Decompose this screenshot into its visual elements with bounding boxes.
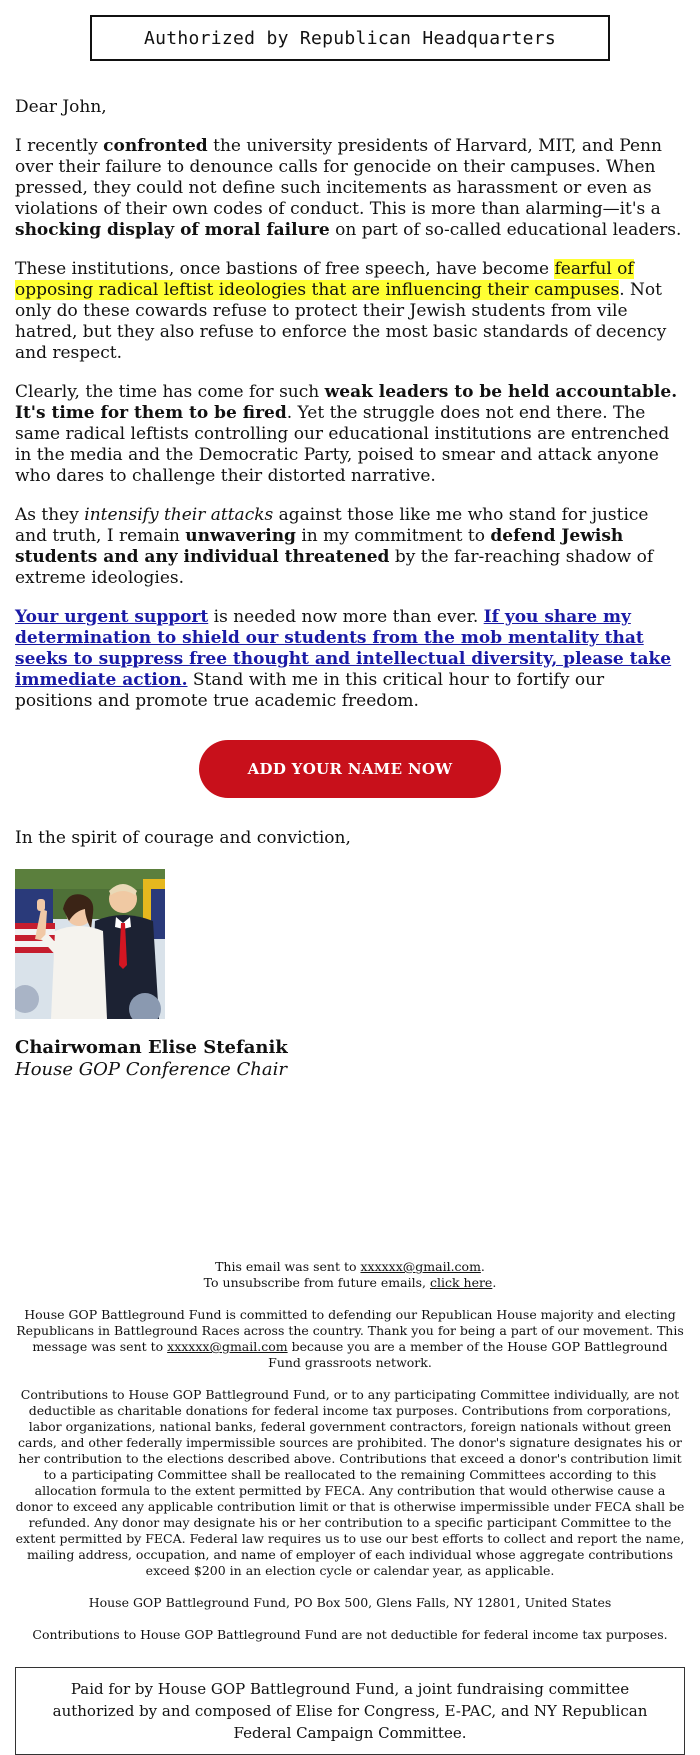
signature-title: House GOP Conference Chair <box>15 1059 287 1080</box>
tax-deductibility-notice: Contributions to House GOP Battleground Fund are not deductible for federal income tax purposes. <box>32 1627 668 1642</box>
mission-email-link[interactable]: xxxxxx@gmail.com <box>167 1339 288 1354</box>
paragraph-1: I recently confronted the university presidents of Harvard, MIT, and Penn over their failure to denounce calls for genocide on their campuses. When pressed, they could not define such incitements as harassment or even as violations of their own codes of conduct. This is more than alarming—it's a shocking display of moral failure on part of so-called educational leaders. <box>15 136 682 240</box>
signer-photo <box>15 869 165 1019</box>
salutation: Dear John, <box>15 97 107 117</box>
paragraph-5: Your urgent support is needed now more than ever. If you share my determination to shield our students from the mob mentality that seeks to suppress free thought and intellectual diversity, please take immediate action. Stand with me in this critical hour to fortify our positions and promote true academic freedom. <box>15 607 672 711</box>
mission-statement: House GOP Battleground Fund is committed to defending our Republican House majority and electing Republicans in Battleground Races across the country. Thank you for being a part of our movement. This message was sent to xxxxxx@gmail.com because you are a member of the House GOP Battleground Fund grassroots network. <box>16 1307 684 1370</box>
highlighted-text: fearful of opposing radical leftist ideologies that are influencing their campuses <box>15 259 634 300</box>
signature-name: Chairwoman Elise Stefanik <box>15 1037 288 1058</box>
footer <box>15 1259 685 1643</box>
header-box <box>90 15 610 61</box>
urgent-support-link[interactable]: Your urgent support <box>15 607 209 627</box>
paragraph-3: Clearly, the time has come for such weak leaders to be held accountable. It's time for them to be fired. Yet the struggle does not end there. The same radical leftists controlling our educational institutions are entrenched in the media and the Democratic Party, poised to smear and attack anyone who dares to challenge their distorted narrative. <box>15 382 678 486</box>
header-title: Authorized by Republican Headquarters <box>143 27 557 49</box>
sent-to-line: This email was sent to xxxxxx@gmail.com. <box>215 1259 485 1274</box>
unsubscribe-line: To unsubscribe from future emails, click here. <box>203 1275 497 1290</box>
add-your-name-button[interactable]: ADD YOUR NAME NOW <box>199 740 501 798</box>
paragraph-4: As they intensify their attacks against those like me who stand for justice and truth, I remain unwavering in my commitment to defend Jewish students and any individual threatened by the far-reaching shadow of extreme ideologies. <box>15 505 654 588</box>
legal-disclaimer: Contributions to House GOP Battleground Fund, or to any participating Committee individually, are not deductible as charitable donations for federal income tax purposes. Contributions from corporations, labor organizations, national banks, federal government contractors, foreign nationals without green cards, and other federally impermissible sources are prohibited. The donor's signature designates his or her contribution to the elections described above. Contributions that exceed a donor's contribution limit to a participating Committee shall be reallocated to the remaining Committees according to this allocation formula to the extent permitted by FECA. Any contribution that would otherwise cause a donor to exceed any applicable contribution limit or that is otherwise impermissible under FECA shall be refunded. Any donor may designate his or her contribution to a specific participant Committee to the extent permitted by FECA. Federal law requires us to use our best efforts to collect and report the name, mailing address, occupation, and name of employer of each individual whose aggregate contributions exceed $200 in an election cycle or calendar year, as applicable. <box>15 1387 685 1578</box>
recipient-email-link[interactable]: xxxxxx@gmail.com <box>360 1259 481 1274</box>
mailing-address: House GOP Battleground Fund, PO Box 500, Glens Falls, NY 12801, United States <box>88 1595 612 1610</box>
paid-for-text: Paid for by House GOP Battleground Fund, a joint fundraising committee authorized by and composed of Elise for Congress, E-PAC, and NY Republican Federal Campaign Committee. <box>52 1680 648 1742</box>
paid-for-box <box>15 1667 685 1755</box>
take-action-link[interactable]: If you share my determination to shield our students from the mob mentality that seeks to suppress free thought and intellectual diversity, please take immediate action. <box>15 607 672 690</box>
unsubscribe-link[interactable]: click here <box>429 1275 493 1290</box>
closing-line: In the spirit of courage and conviction, <box>15 828 351 848</box>
paragraph-2: These institutions, once bastions of free speech, have become fearful of opposing radical leftist ideologies that are influencing their campuses. Not only do these cowards refuse to protect their Jewish students from vile hatred, but they also refuse to enforce the most basic standards of decency and respect. <box>15 259 667 363</box>
